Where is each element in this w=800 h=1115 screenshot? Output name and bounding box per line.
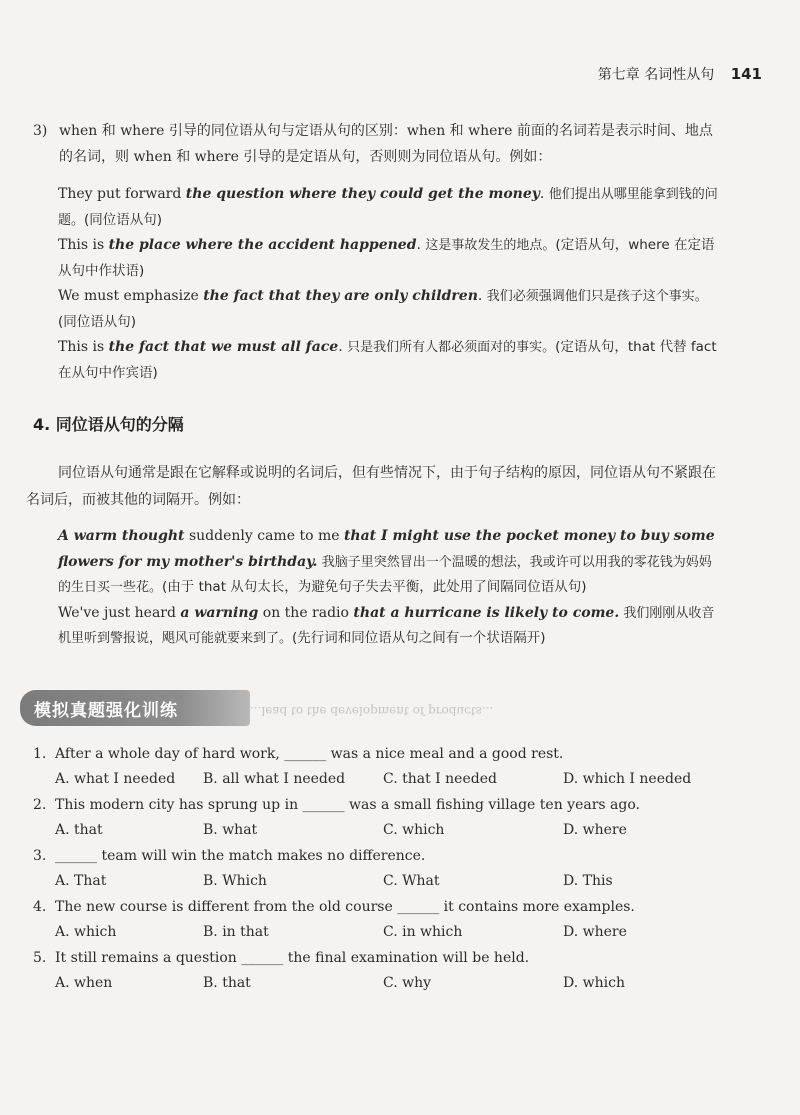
question-stem: The new course is different from the old course ______ it contains more examples. (55, 899, 635, 915)
section-4-paragraph: 同位语从句通常是跟在它解释或说明的名词后，但有些情况下，由于句子结构的原因，同位语从句不紧跟在名词后，而被其他的词隔开。例如： (26, 465, 716, 508)
page-number: 141 (730, 65, 762, 83)
option-c[interactable]: C. why (383, 975, 432, 991)
example-punct: . (477, 288, 487, 304)
option-c[interactable]: C. which (383, 822, 445, 838)
example-punct: . (416, 237, 426, 253)
chapter-title: 第七章 名词性从句 (597, 67, 715, 83)
exercise-banner (20, 690, 250, 726)
example-bold: the fact that we must all face (108, 339, 339, 355)
example-text: This is (58, 339, 109, 355)
option-b[interactable]: B. that (203, 975, 251, 991)
option-b[interactable]: B. all what I needed (203, 771, 346, 787)
question-4 (33, 899, 733, 950)
example-note: (同位语从句) (84, 211, 163, 228)
option-d[interactable]: D. which (563, 975, 625, 991)
question-2 (33, 797, 733, 848)
example-bold: the place where the accident happened (108, 237, 417, 253)
example-bold: the fact that they are only children (203, 288, 478, 304)
example-text: We must emphasize (58, 288, 204, 304)
example-note: (由于 that 从句太长，为避免句子失去平衡，此处用了间隔同位语从句) (162, 579, 587, 595)
option-a[interactable]: A. that (55, 822, 103, 838)
bleed-through-text: ...lead to the development of products... (250, 704, 494, 718)
example-translation: 这是事故发生的地点。 (425, 238, 556, 253)
question-stem: It still remains a question ______ the final examination will be held. (55, 950, 530, 966)
example-text: suddenly came to me (184, 528, 344, 544)
section-3 (33, 118, 723, 170)
example-translation: 只是我们所有人都必须面对的事实。 (347, 340, 556, 355)
example-2 (58, 233, 724, 284)
option-b[interactable]: B. in that (203, 924, 269, 940)
example-translation: 我脑子里突然冒出一个温暖的想法，我或许可以用我的零花钱为妈妈的生日买一些花。 (58, 554, 712, 595)
example-1 (58, 182, 724, 233)
example-4 (58, 335, 724, 386)
example-note: (定语从句，where 在定语从句中作状语) (58, 237, 715, 279)
example-text: on the radio (258, 604, 354, 621)
option-a[interactable]: A. That (55, 873, 107, 889)
question-3 (33, 848, 733, 899)
example-bold: the question where they could get the money (185, 186, 540, 202)
question-1 (33, 746, 733, 797)
option-c[interactable]: C. in which (383, 924, 463, 940)
example-text: They put forward (58, 186, 186, 202)
question-number: 4. (33, 899, 47, 915)
example-bold: a warning (180, 604, 259, 621)
example-translation: 他们提出从哪里能拿到钱的问题。 (58, 187, 718, 228)
section-4-title: 4. 同位语从句的分隔 (33, 415, 184, 434)
option-b[interactable]: B. what (203, 822, 258, 838)
example-note: (先行词和同位语从句之间有一个状语隔开) (292, 630, 546, 646)
option-d[interactable]: D. This (563, 873, 613, 889)
example-translation: 我们必须强调他们只是孩子这个事实。 (486, 289, 708, 304)
example-3 (58, 284, 724, 335)
question-number: 2. (33, 797, 47, 813)
option-d[interactable]: D. which I needed (563, 771, 692, 787)
page-header (598, 64, 762, 84)
option-a[interactable]: A. which (55, 924, 117, 940)
example-text: This is (58, 237, 109, 253)
question-stem: After a whole day of hard work, ______ was a nice meal and a good rest. (55, 746, 564, 762)
section-4-examples (58, 524, 724, 652)
exercise-banner-title: 模拟真题强化训练 (34, 701, 178, 721)
section-3-examples (58, 182, 724, 386)
example-punct: . (338, 339, 348, 355)
option-a[interactable]: A. when (55, 975, 113, 991)
option-d[interactable]: D. where (563, 924, 627, 940)
question-number: 5. (33, 950, 47, 966)
section-3-number: 3) (33, 123, 48, 139)
exercise-list (33, 746, 733, 1001)
option-a[interactable]: A. what I needed (55, 771, 176, 787)
question-stem: ______ team will win the match makes no difference. (55, 848, 426, 864)
option-c[interactable]: C. What (383, 873, 440, 889)
question-number: 3. (33, 848, 47, 864)
example-6 (58, 601, 724, 652)
example-note: (同位语从句) (58, 313, 137, 330)
example-translation: 我们刚刚从收音机里听到警报说，飓风可能就要来到了。 (58, 605, 715, 646)
question-5 (33, 950, 733, 1001)
example-bold: that I might use the pocket money to buy some flowers for my mother's birthday. (58, 528, 715, 570)
section-3-text: when 和 where 引导的同位语从句与定语从句的区别：when 和 where 前面的名词若是表示时间、地点的名词，则 when 和 where 引导的是定语从句，否则则为同位语从句。例如： (59, 123, 713, 165)
example-text: We've just heard (58, 604, 181, 621)
option-d[interactable]: D. where (563, 822, 627, 838)
option-c[interactable]: C. that I needed (383, 771, 497, 787)
option-b[interactable]: B. Which (203, 873, 267, 889)
question-number: 1. (33, 746, 47, 762)
question-stem: This modern city has sprung up in ______ was a small fishing village ten years ago. (55, 797, 640, 813)
example-note: (定语从句，that 代替 fact 在从句中作宾语) (58, 339, 717, 381)
example-5 (58, 524, 724, 601)
example-bold: that a hurricane is likely to come. (353, 604, 620, 621)
example-punct: . (539, 186, 549, 202)
example-bold: A warm thought (58, 528, 185, 544)
